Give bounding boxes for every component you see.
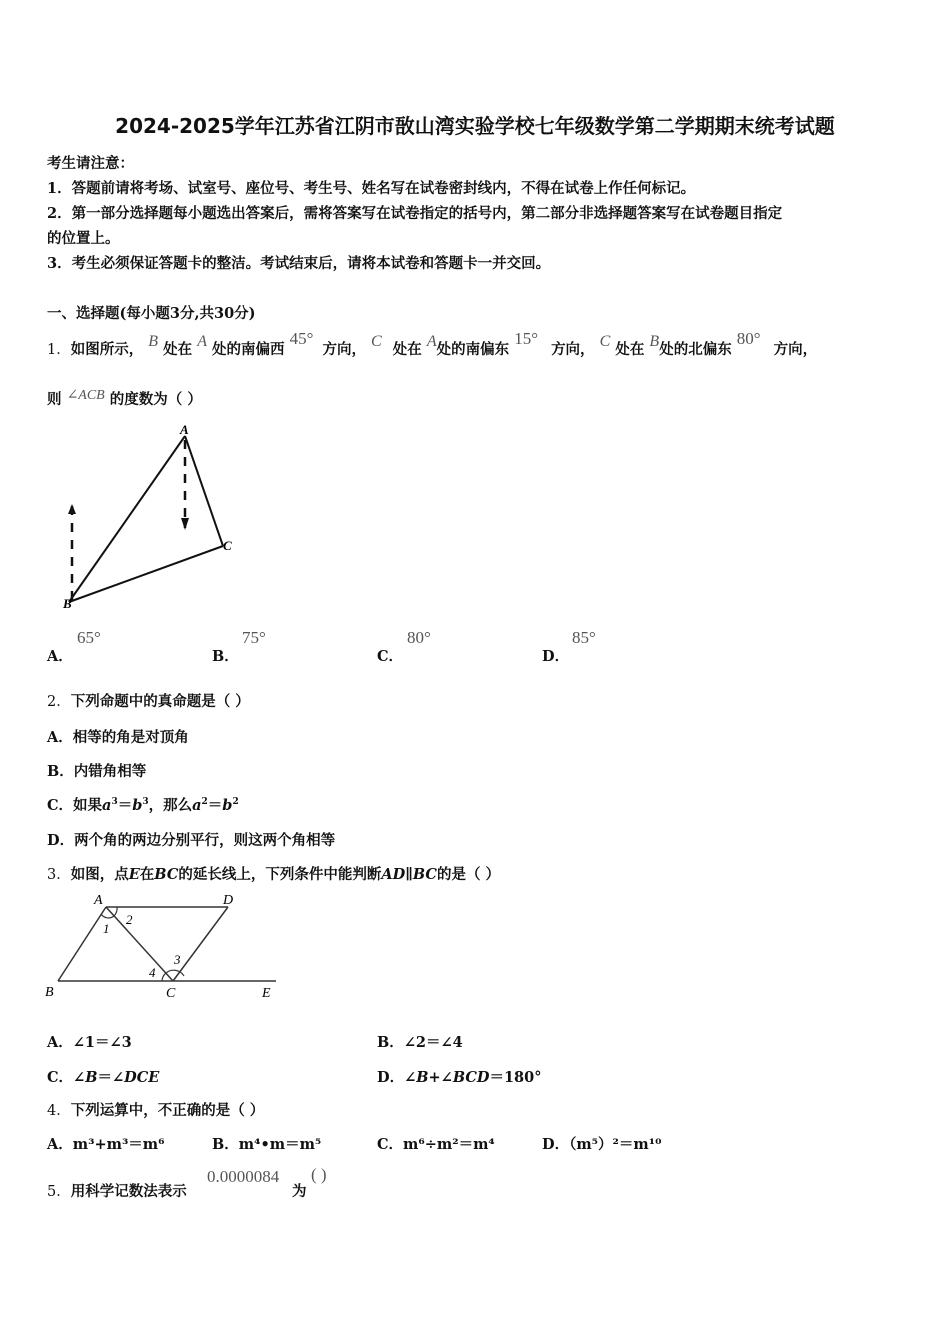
q1-var-C2: C [599, 333, 611, 350]
q5-number: 5． [47, 1184, 71, 1200]
q1-option-a-value: 65° [77, 628, 101, 647]
q3-number: 3． [47, 867, 71, 883]
q3-option-b: B．∠2＝∠4 [377, 1034, 463, 1051]
q1-option-d-value: 85° [572, 628, 596, 647]
q2-option-b: B．内错角相等 [47, 763, 147, 780]
q1-line-AB [69, 436, 185, 602]
q1-fig-label-B: B [63, 596, 72, 611]
q1-fig-label-C: C [223, 538, 232, 553]
q3-line-AC [106, 907, 173, 981]
q1-fig-label-A: A [180, 422, 189, 437]
q3-fig-label-D: D [223, 893, 234, 908]
q1-figure [55, 418, 255, 613]
q1-angle-80: 80° [736, 329, 761, 348]
q4-option-d: D．（m⁵）²＝m¹⁰ [542, 1136, 662, 1153]
notice-heading: 考生请注意： [47, 155, 134, 172]
q4-option-a: A．m³+m³＝m⁶ [47, 1136, 165, 1153]
q1-option-c-value: 80° [407, 628, 431, 647]
notice-item-3: 3．考生必须保证答题卡的整洁。考试结束后，请将本试卷和答题卡一并交回。 [47, 255, 551, 272]
q3-fig-num-2: 2 [126, 912, 133, 927]
q3-line-AB [58, 907, 106, 981]
q3-option-c: C．∠B＝∠DCE [47, 1069, 160, 1086]
q1-var-A: A [197, 333, 207, 350]
q1-line-AC [185, 436, 223, 546]
q1-option-b-label: B． [212, 648, 239, 665]
notice-item-2: 2．第一部分选择题每小题选出答案后，需将答案写在试卷指定的括号内，第二部分非选择题答案写在试卷题目指定 [47, 205, 783, 222]
q1-option-b-value: 75° [242, 628, 266, 647]
q5-stem: 5．用科学记数法表示 [47, 1183, 187, 1200]
q3-fig-num-1: 1 [103, 921, 110, 936]
q5-after: 为 [292, 1183, 307, 1200]
q3-figure [40, 888, 285, 1006]
q1-angle-45: 45° [289, 329, 314, 348]
q2-option-a: A．相等的角是对顶角 [47, 729, 189, 746]
q4-stem: 4．下列运算中，不正确的是（ ） [47, 1102, 265, 1119]
q3-fig-label-C: C [166, 986, 176, 1001]
q4-number: 4． [47, 1103, 71, 1119]
q1-line2: 则 ∠ACB 的度数为（ ） [47, 388, 202, 408]
q3-fig-num-3: 3 [174, 952, 181, 967]
q1-option-c-label: C． [377, 648, 404, 665]
q1-line1: 1．如图所示， B 处在 A 处的南偏西 45° 方向， C 处在 A处的南偏东 15° 方向， C 处在 B处的北偏东 80° 方向， [47, 329, 818, 358]
page-title: 2024-2025学年江苏省江阴市敔山湾实验学校七年级数学第二学期期末统考试题 [115, 114, 835, 138]
q3-fig-label-E: E [262, 986, 271, 1001]
q3-stem: 3．如图，点E在BC的延长线上，下列条件中能判断AD∥BC的是（ ） [47, 866, 501, 883]
notice-item-2-cont: 的位置上。 [47, 230, 120, 247]
q1-option-d-label: D． [542, 648, 570, 665]
q3-angle-arc-2 [114, 907, 117, 916]
q3-fig-label-B: B [45, 985, 54, 1000]
q2-option-c: C．如果$a^3=b^3$，那么$a^2=b^2$ [47, 797, 239, 814]
q3-fig-label-A: A [94, 893, 103, 908]
q1-var-B2: B [649, 333, 660, 350]
q2-number: 2． [47, 694, 71, 710]
q1-var-B: B [148, 333, 159, 350]
q4-option-b: B．m⁴•m＝m⁵ [212, 1136, 322, 1153]
q3-angle-arc-4 [162, 973, 166, 981]
q3-option-a: A．∠1＝∠3 [47, 1034, 132, 1051]
q1-line-BC [69, 546, 223, 602]
q3-option-d: D．∠B+∠BCD＝180° [377, 1069, 542, 1086]
q1-number: 1． [47, 342, 71, 358]
q1-option-a-label: A． [47, 648, 73, 665]
notice-item-1: 1．答题前请将考场、试室号、座位号、考生号、姓名写在试卷密封线内，不得在试卷上作任何标记。 [47, 180, 696, 197]
q5-answer-paren: ( ) [311, 1165, 327, 1184]
q5-value: 0.0000084 [207, 1167, 280, 1186]
q1-var-A2: A [426, 333, 437, 350]
q1-angle-15: 15° [514, 329, 538, 348]
q1-north-arrow-B [68, 504, 76, 514]
q3-line-DC [173, 907, 228, 981]
q2-option-d: D．两个角的两边分别平行，则这两个角相等 [47, 832, 336, 849]
q4-option-c: C．m⁶÷m²＝m⁴ [377, 1136, 495, 1153]
q1-angle-ACB: ∠ACB [66, 388, 105, 403]
q2-stem: 2．下列命题中的真命题是（ ） [47, 693, 250, 710]
q1-var-C: C [371, 333, 382, 350]
q1-south-arrow-A [181, 518, 189, 530]
q3-fig-num-4: 4 [149, 965, 156, 980]
section-heading: 一、选择题(每小题3分,共30分) [47, 305, 256, 322]
